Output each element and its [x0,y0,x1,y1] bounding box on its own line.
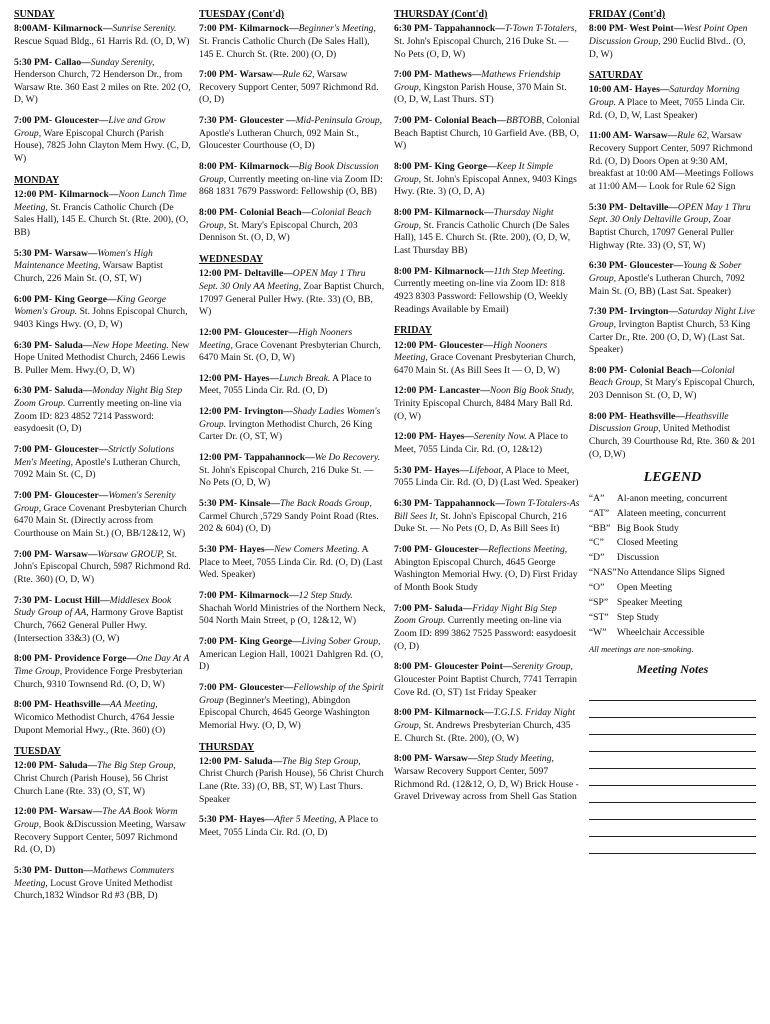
legend [589,469,756,655]
meeting-time-location: 12:00 PM- Saluda— [199,755,283,767]
meeting-time-location: 6:00 PM- King George— [14,293,117,305]
meeting-entry [14,549,191,587]
meeting-details: A Place to Meet, 7055 Linda Cir. Rd. (O, D) [199,814,379,839]
meeting-name: Mid-Peninsula Group, [295,115,383,127]
legend-item [589,507,756,522]
meeting-time-location: 8:00 PM- Heathsville— [14,699,110,711]
meeting-details: A Place to Meet, 7055 Linda Cir. Rd. (O, 12&12) [393,431,568,456]
meeting-details: A Place to Meet, 7055 Linda Cir. Rd. (O, D, W, Last Speaker) [588,97,745,121]
meeting-details: Christ Church (Parish House), 56 Christ Church Lane (Rte. 33) (O, BB, ST, W) Last Thurs. Speaker [199,768,384,805]
note-line [589,837,756,854]
meeting-entry [394,753,581,804]
meeting-time-location: 8:00 PM- West Point— [588,23,684,35]
meeting-time-location: 5:30 PM- Warsaw— [14,247,98,259]
meeting-name: Sunday Serenity, [90,56,155,68]
meeting-details: Currently meeting on-line via Zoom ID: 823 4852 7214 Password: easydoesit (O, D) [14,398,182,435]
meeting-entry [394,115,581,153]
day-heading: SATURDAY [588,70,643,82]
meeting-details: St. John's Episcopal Church, 216 Duke St. — No Pets (O, D, W) [199,464,374,489]
meeting-name: Noon Lunch Time Meeting, [14,188,187,213]
meeting-time-location: 7:00 PM- Gloucester— [199,681,294,693]
meeting-entry [14,57,191,108]
meeting-details: Henderson Church, 72 Henderson Dr., from Warsaw Rte. 360 East 2 miles on Rte. 202 (O, D, W) [14,69,191,106]
meeting-time-location: 7:00 PM- Gloucester— [14,444,109,456]
meeting-entry [394,266,581,317]
meeting-details: Colonial Beach Baptist Church, 10 Garfield Ave. (BB, O, W) [393,115,580,152]
legend-item [589,611,756,626]
meeting-details: St. Francis Catholic Church (De Sales Hall), 145 E. Church St. (Rte. 200), (O, BB) [14,201,189,238]
meeting-time-location: 8:00 PM- Heathsville— [588,410,685,422]
meeting-name: Living Sober Group, [301,635,381,647]
meeting-entry [199,590,386,628]
meeting-name: Step Study Meeting, [477,753,554,765]
meeting-time-location: 8:00 PM- King George— [393,161,497,173]
meeting-time-location: 6:30 PM- Tappahannock— [393,498,505,510]
meeting-details: Christ Church (Parish House), 56 Christ Church Lane (Rte. 33) (O, ST, W) [14,773,169,797]
meeting-time-location: 5:30 PM- Kinsale— [199,498,281,510]
legend-description: Step Study [616,611,659,623]
legend-description: Wheelchair Accessible [616,626,705,638]
legend-item [589,522,756,537]
meeting-details: Irvington Methodist Church, 26 King Carter Dr. (O, ST, W) [199,418,373,443]
meeting-entry [14,248,191,286]
meeting-entry [199,756,386,807]
legend-item [589,536,756,551]
meeting-details: Locust Grove United Methodist Church,1832 Windsor Rd #3 (BB, D) [14,877,173,902]
meeting-details: Irvington Baptist Church, 53 King Carter Dr., Rte. 200 (O, D, W) (Last Sat. Speaker) [588,318,751,356]
meeting-entry [14,490,191,541]
meeting-details: Grace Covenant Presbyterian Church 6470 Main St. (Directly across from Courthouse on Main St.) (O, BB/12&12, W) [14,502,187,540]
meeting-entry [14,23,191,48]
meeting-time-location: 7:30 PM- Locust Hill— [14,594,110,606]
legend-description: Al-anon meeting, concurrent [616,492,728,504]
day-heading: WEDNESDAY [199,254,264,266]
column-2 [199,8,394,1024]
meeting-details: Warsaw Recovery Support Center, 5097 Richmond Rd. (12&12, O, D, W) Brick House -Gravel Driveway across from Shell Gas Station [393,765,579,803]
meeting-name: Mathews Commuters Meeting, [14,865,175,889]
meeting-time-location: 12:00 PM- Deltaville— [199,268,293,280]
note-line [589,701,756,718]
meeting-time-location: 12:00 PM- Hayes— [199,372,279,384]
meeting-name: After 5 Meeting, [274,814,337,826]
meeting-name: T-Town T-Totalers, [504,23,577,35]
meeting-name: Reflections Meeting, [488,544,568,556]
meeting-entry [589,84,756,122]
meeting-entry [394,69,581,107]
meeting-name: Women's Serenity Group, [14,490,176,514]
meeting-entry [199,327,386,365]
note-line [589,820,756,837]
note-line [589,803,756,820]
meeting-name: Women's High Maintenance Meeting, [14,247,153,272]
meeting-time-location: 6:30 PM- Tappahannock— [393,23,505,35]
column-1 [14,8,199,1024]
legend-title: LEGEND [643,470,702,486]
meeting-time-location: 7:00 PM- Gloucester— [14,115,109,127]
meeting-details: Apostle's Lutheran Church, 092 Main St., Gloucester Courthouse (O, D) [199,127,360,152]
meeting-details: St. John's Episcopal Church, 216 Duke St. — No Pets (O, D, As Bill Sees It) [393,510,567,535]
meeting-name: Colonial Beach Group, [588,364,735,389]
meeting-entry [394,661,581,699]
meeting-time-location: 5:30 PM- Deltaville— [588,201,678,213]
meeting-time-location: 7:00 PM- Warsaw— [199,69,283,81]
meeting-name: Serenity Now. [473,431,527,443]
day-heading: TUESDAY (Cont'd) [199,9,285,20]
legend-description: Closed Meeting [616,537,678,549]
meeting-details: 290 Euclid Blvd.. (O, D, W) [588,35,746,60]
meeting-time-location: 6:30 PM- Saluda— [14,385,93,397]
legend-code: “D” [588,552,605,564]
meeting-entry [199,636,386,674]
meeting-name: Keep It Simple Group, [393,161,554,185]
meeting-name: Big Book Discussion Group, [199,161,379,185]
meeting-time-location: 7:00 PM- Warsaw— [14,548,98,560]
meeting-name: BBTOBB, [506,115,545,127]
meeting-name: Saturday Night Live Group, [588,306,755,330]
meeting-details: Kingston Parish House, 370 Main St. (O, D, W, Last Thurs. ST) [393,81,567,106]
legend-description: Alateen meeting, concurrent [616,507,726,519]
meeting-entry [199,161,386,199]
meeting-entry [14,189,191,240]
meeting-entry [589,260,756,298]
meeting-entry [394,465,581,490]
legend-code: “A” [588,492,605,504]
meeting-name: Heathsville Discussion Group, [588,410,729,435]
meeting-entry [14,653,191,691]
meeting-entry [199,23,386,61]
legend-code: “NAS” [588,567,617,579]
legend-code: “BB” [588,522,611,534]
day-heading: SUNDAY [14,9,55,20]
meeting-details: United Methodist Church, 39 Courthouse Rd, Rte. 360 & 201 (O, D,W) [588,423,756,460]
meeting-name: The Big Step Group, [97,760,176,772]
meeting-entry [14,294,191,332]
meeting-name: OPEN May 1 Thru Sept. 30 Only AA Meeting, [199,268,366,292]
meeting-details: American Legion Hall, 10021 Dahlgren Rd. (O, D) [199,648,384,673]
meeting-time-location: 7:30 PM- Irvington— [588,306,678,318]
meeting-entry [394,385,581,423]
meeting-entry [394,707,581,745]
meeting-name: 12 Step Study. [298,590,353,601]
meeting-time-location: 6:30 PM- Saluda— [14,339,93,351]
day-heading: MONDAY [14,174,60,186]
meeting-time-location: 12:00 PM- Hayes— [393,431,474,443]
meeting-time-location: 12:00 PM- Gloucester— [199,326,299,338]
meeting-name: OPEN May 1 Thru Sept. 30 Only Deltaville Group, [588,201,751,226]
legend-code: “SP” [588,596,609,608]
legend-list [589,492,756,641]
meeting-name: King George Women's Group. [14,293,167,318]
meeting-entry [394,340,581,378]
meeting-entry [14,444,191,482]
meeting-name: Fellowship of the Spirit Group [199,681,384,706]
legend-code: “ST” [588,611,609,623]
meeting-time-location: 5:30 PM- Callao— [14,56,91,68]
meeting-name: 11th Step Meeting. [493,265,566,277]
meeting-details: Warsaw Recovery Support Center, 5097 Richmond Rd. (O, D) Doors Open at 9:30 AM, breakfast at 10:00 AM—Meetings Follows at 11:00 AM— Look for Rule 62 Sign [588,130,754,192]
meeting-name: Saturday Morning Group. [588,84,740,108]
meeting-details: Providence Forge Presbyterian Church, 9310 Townsend Rd. (O, D, W) [14,665,183,690]
meeting-entry [14,385,191,436]
day-heading: TUESDAY [14,746,61,758]
day-heading: THURSDAY [199,741,255,753]
meeting-entry [394,498,581,536]
meeting-name: High Nooners Meeting, [393,339,548,364]
meeting-details: (Beginner's Meeting), Abingdon Episcopal Church, 4645 George Washington Memorial Hwy. (O, D, W) [199,694,370,731]
meeting-details: Apostle's Lutheran Church, 7092 Main St. (O, BB) (Last Sat. Speaker) [588,272,745,297]
note-line [589,769,756,786]
meeting-name: Rule 62, [677,130,710,142]
meeting-name: Middlesex Book Study Group of AA, [14,594,172,619]
meeting-name: One Day At A Time Group, [14,653,190,677]
meeting-name: Lunch Break. [278,372,331,384]
meeting-details: Harmony Grove Baptist Church, 7662 General Puller Hwy. (Intersection 33&3) (O, W) [14,607,184,644]
meeting-name: Friday Night Big Step Zoom Group. [393,602,557,627]
meeting-details: Currently meeting on-line via Zoom ID: 868 1831 7679 Password: Fellowship (O, BB) [199,173,383,198]
day-heading: FRIDAY [393,325,432,337]
meeting-details: Abington Episcopal Church, 4645 George Washington Memorial Hwy. (O, D) First Friday of Month Book Study [393,556,578,593]
meeting-entry [394,544,581,595]
meeting-time-location: 8:00 PM- Colonial Beach— [199,207,312,219]
meeting-details: Zoar Baptist Church, 17097 General Puller Highway (Rte. 33) (O, ST, W) [588,214,734,251]
meeting-name: West Point Open Discussion Group, [588,23,748,47]
meeting-time-location: 7:00 PM- Colonial Beach— [393,115,507,127]
day-heading: FRIDAY (Cont'd) [588,9,666,20]
meeting-entry [199,373,386,398]
note-line [589,735,756,752]
legend-item [589,581,756,596]
meeting-entry [14,699,191,737]
meeting-details: Wicomico Methodist Church, 4764 Jessie Dupont Memorial Hwy., (Rte. 360) (O) [14,711,175,736]
meeting-name: New Hope Meeting. [92,339,169,351]
meeting-time-location: 8:00 PM- Kilmarnock— [393,265,494,277]
meeting-details: New Hope United Methodist Church, 2466 Lewis B. Puller Mem. Hwy.(O, D, W) [14,339,190,376]
meeting-details: St. Francis Catholic Church (De Sales Hall), 145 E. Church St. (Rte. 200) (O, D) [199,35,370,60]
column-3 [394,8,589,1024]
meeting-name: Shady Ladies Women's Group. [199,406,381,430]
meeting-time-location: 12:00 PM- Tappahannock— [199,452,315,464]
meeting-details: Zoar Baptist Church, 17097 General Puller Hwy. (Rte. 33) (O, BB, W) [199,280,385,318]
meeting-time-location: 8:00 PM- Colonial Beach— [588,364,702,376]
meeting-entry [199,207,386,245]
meeting-entry [394,207,581,258]
legend-code: “O” [588,582,605,594]
meeting-name: Mathews Friendship Group, [393,69,561,93]
meeting-entry [14,115,191,166]
legend-item [589,492,756,507]
meeting-time-location: 8:00 PM- Warsaw— [393,753,478,765]
meeting-name: Beginner's Meeting, [298,23,376,35]
meeting-time-location: 12:00 PM- Warsaw— [14,806,103,818]
meeting-time-location: 12:00 PM- Saluda— [14,760,98,772]
meeting-entry [199,814,386,839]
meeting-entry [199,406,386,444]
meeting-entry [589,23,756,61]
meeting-details: Shachah World Ministries of the Northern Neck, 504 North Main Street, p (O, 12&12, W) [199,602,386,627]
meeting-details: St. John's Episcopal Church, 216 Duke St. — No Pets (O, D, W) [393,35,569,60]
legend-code: “C” [588,537,604,549]
meeting-time-location: 12:00 PM- Gloucester— [393,339,494,351]
meeting-entry [589,365,756,403]
meeting-details: Rescue Squad Bldg., 61 Harris Rd. (O, D, W) [14,35,190,47]
meeting-details: St Mary's Episcopal Church, 203 Dennison St. (O, D, W) [588,377,755,402]
meeting-name: AA Meeting, [109,699,158,711]
meeting-name: Young & Sober Group, [588,260,742,284]
meeting-details: Book &Discussion Meeting, Warsaw Recovery Support Center, 5097 Richmond Rd. (O, D) [14,819,186,856]
meeting-details: Grace Covenant Presbyterian Church, 6470 Main St. (O, D, W) [199,339,381,364]
meeting-details: Warsaw Baptist Church, 226 Main St. (O, ST, W) [14,260,163,284]
meeting-details: A Place to Meet, 7055 Linda Cir. Rd. (O, D) [199,372,372,397]
meeting-name: We Do Recovery. [314,452,381,464]
meeting-entry [14,865,191,903]
meeting-entry [199,544,386,582]
meeting-details: St. Johns Episcopal Church, 9403 Kings Hwy. (O, D, W) [14,306,188,330]
meeting-details: Ware Episcopal Church (Parish House), 7825 John Clayton Mem Hwy. (C, D, W) [14,127,191,165]
meeting-entry [394,431,581,456]
meeting-entry [589,306,756,357]
meeting-entry [589,411,756,462]
meeting-time-location: 7:00 PM- Saluda— [393,602,473,614]
legend-code: “AT” [588,507,610,519]
meeting-details: St. John's Episcopal Church, 5987 Richmond Rd. (Rte. 360) (O, D, W) [14,548,191,585]
note-line [589,718,756,735]
note-line [589,684,756,701]
meeting-name: The AA Book Worm Group, [14,806,178,831]
meeting-details: Currently meeting on-line via Zoom ID: 818 4923 8303 Password: Fellowship (O, Weekly Readings Available by Email) [393,278,568,315]
meeting-details: Carmel Church ,5729 Sandy Point Road (Rtes. 202 & 604) (O, D) [199,510,379,535]
meeting-entry [199,498,386,536]
notes-title: Meeting Notes [636,661,709,676]
meeting-details: St. Mary's Episcopal Church, 203 Dennison St. (O, D, W) [199,219,358,244]
meeting-time-location: 7:00 PM- Gloucester— [393,544,489,556]
meeting-time-location: 12:00 PM- Kilmarnock— [14,188,119,200]
meeting-details: Grace Covenant Presbyterian Church, 6470 Main St. (As Bill Sees It — O, D, W) [393,352,576,376]
meeting-name: T.G.I.S. Friday Night Group, [393,707,575,731]
legend-description: No Attendance Slips Signed [616,567,725,579]
meeting-time-location: 8:00 PM- Gloucester Point— [393,661,513,673]
meeting-time-location: 5:30 PM- Hayes— [199,544,275,556]
meeting-details: St. John's Episcopal Annex, 9403 Kings Hwy. (Rte. 3) (O, D, A) [393,173,577,198]
meeting-time-location: 5:30 PM- Dutton— [14,865,93,876]
meeting-name: Colonial Beach Group, [199,207,372,231]
meeting-entry [199,69,386,107]
meeting-entry [589,202,756,253]
legend-description: Speaker Meeting [616,596,683,608]
meeting-time-location: 7:00 PM- Kilmarnock— [199,23,299,35]
meeting-name: Town T-Totalers-As Bill Sees It, [393,498,580,522]
meeting-entry [199,452,386,490]
meeting-name: Serenity Group, [512,661,573,673]
meeting-details: St. Francis Catholic Church (De Sales Hall), 145 E. Church St. (Rte. 200), (O, D, W, Last Thursday BB) [393,219,571,257]
meeting-entry [394,603,581,654]
meeting-name: Live and Grow Group, [14,115,166,139]
note-lines [589,684,756,854]
meeting-name: Noon Big Book Study, [489,385,575,397]
meeting-entry [14,760,191,798]
schedule-columns [14,8,764,1024]
meeting-name: The Big Step Group, [282,755,361,767]
meeting-time-location: 10:00 AM- Hayes— [588,84,670,96]
meeting-entry [199,268,386,319]
meeting-details: A Place to Meet, 7055 Linda Cir. Rd. (O, D) (Last Wed. Speaker) [199,544,383,581]
legend-description: Open Meeting [616,582,673,594]
meeting-time-location: 8:00AM- Kilmarnock— [14,23,113,35]
meeting-name: Lifeboat, [469,464,504,476]
legend-code: “W” [588,626,607,638]
meeting-entry [14,806,191,857]
meeting-name: Strictly Solutions Men's Meeting, [14,444,175,468]
meeting-name: Rule 62, [282,69,315,81]
meeting-name: Warsaw GROUP, [97,548,165,560]
note-line [589,752,756,769]
meeting-time-location: 8:00 PM- Kilmarnock— [393,707,494,719]
meeting-details: St. Andrews Presbyterian Church, 435 E. Church St. (Rte. 200), (O, W) [393,719,571,744]
meeting-entry [394,161,581,199]
meeting-time-location: 7:00 PM- Gloucester— [14,490,109,502]
meeting-name: New Comers Meeting. [274,544,360,556]
legend-note: All meetings are non-smoking. [588,644,694,655]
meeting-name: The Back Roads Group, [280,498,372,510]
meeting-name: Sunrise Serenity. [112,23,177,35]
meeting-entry [199,682,386,733]
note-line [589,786,756,803]
legend-item [589,551,756,566]
meeting-time-location: 12:00 PM- Irvington— [199,406,293,418]
meeting-time-location: 7:30 PM- Gloucester — [199,115,296,127]
meeting-time-location: 7:00 PM- Mathews— [393,69,482,81]
meeting-time-location: 6:30 PM- Gloucester— [588,260,684,272]
meeting-time-location: 8:00 PM- Providence Forge— [14,653,137,665]
meeting-details: Warsaw Recovery Support Center, 5097 Richmond Rd. (O, D) [199,69,379,106]
legend-description: Big Book Study [616,522,679,534]
meeting-entry [14,595,191,646]
column-4 [589,8,764,1024]
meeting-details: Gloucester Point Baptist Church, 7741 Terrapin Cove Rd. (O, ST) 1st Friday Speaker [393,673,577,698]
meeting-time-location: 5:30 PM- Hayes— [199,814,275,826]
meeting-entry [199,115,386,153]
meeting-details: Currently meeting on-line via Zoom ID: 899 3862 7525 Password: easydoesit (O, D) [393,615,577,652]
meeting-name: High Nooners Meeting, [199,326,353,351]
meeting-details: Apostle's Lutheran Church, 7092 Main St. (C, D) [14,456,181,481]
legend-item [589,596,756,611]
meeting-time-location: 8:00 PM- Kilmarnock— [199,161,299,173]
meeting-time-location: 7:00 PM- Kilmarnock— [199,590,299,601]
meeting-entry [14,340,191,378]
meeting-notes [589,662,756,854]
meeting-name: Monday Night Big Step Zoom Group. [14,385,183,410]
meeting-name: Thursday Night Group, [393,207,554,231]
legend-description: Discussion [616,552,660,564]
meeting-time-location: 11:00 AM- Warsaw— [588,130,678,142]
meeting-entry [589,130,756,193]
legend-item [589,566,756,581]
meeting-time-location: 7:00 PM- King George— [199,635,302,647]
meeting-time-location: 5:30 PM- Hayes— [393,464,470,476]
meeting-time-location: 8:00 PM- Kilmarnock— [393,207,494,219]
legend-item [589,626,756,641]
meeting-details: A Place to Meet, 7055 Linda Cir. Rd. (O, D) (Last Wed. Speaker) [393,464,579,489]
meeting-entry [394,23,581,61]
day-heading: THURSDAY (Cont'd) [393,9,488,20]
meeting-time-location: 12:00 PM- Lancaster— [393,385,490,397]
meeting-details: Trinity Episcopal Church, 8484 Mary Ball Rd. (O, W) [393,398,573,422]
column-4-entries [589,8,756,461]
